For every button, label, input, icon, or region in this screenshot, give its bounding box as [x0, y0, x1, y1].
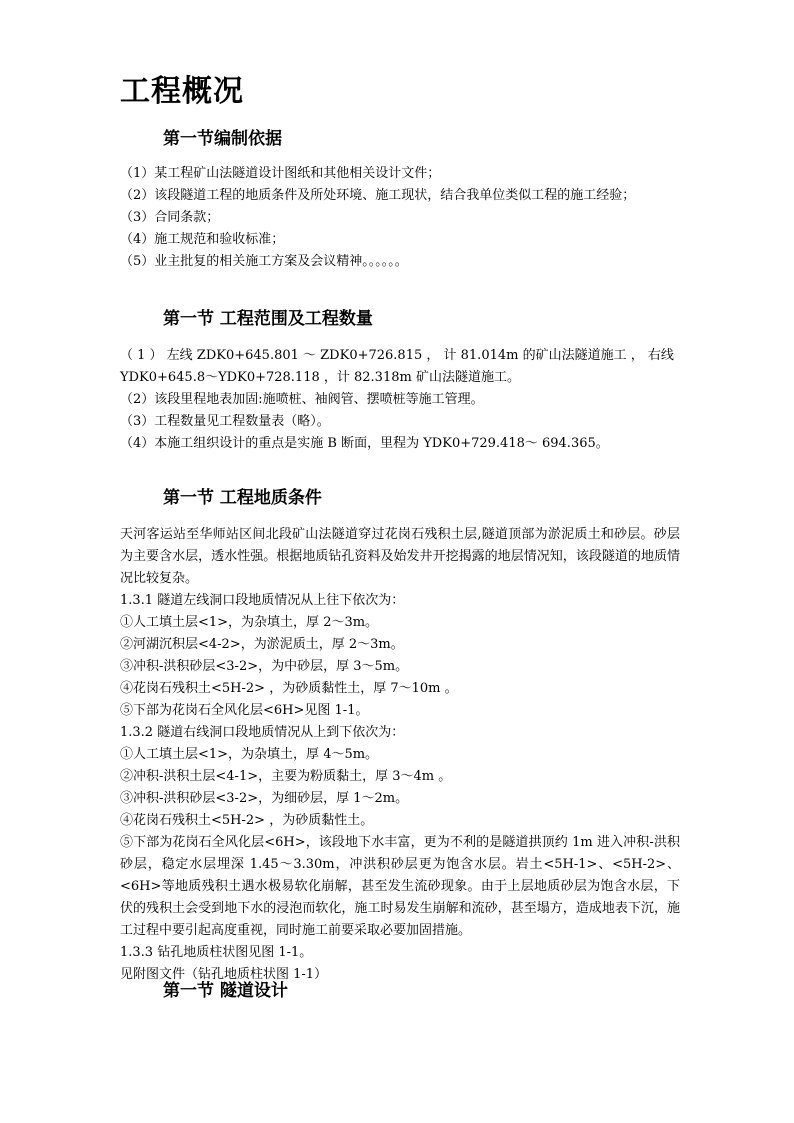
list-item: ④花岗石残积土<5H-2> ，为砂质黏性土，厚 7～10m 。	[120, 681, 458, 696]
geology-body	[120, 524, 680, 986]
section-heading-scope: 第一节 工程范围及工程数量	[163, 309, 373, 329]
section-heading-geology: 第一节 工程地质条件	[163, 488, 322, 508]
geology-intro-paragraph: 天河客运站至华师站区间北段矿山法隧道穿过花岗石残积土层,隧道顶部为淤泥质土和砂层。砂层为主要含水层，透水性强。根据地质钻孔资料及始发井开挖揭露的地层情况知，该段隧道的地质情况比较复杂。	[120, 527, 680, 586]
list-item: ④花岗石残积土<5H-2> ，为砂质黏性土。	[120, 813, 374, 828]
list-item: ②冲积-洪积土层<4-1>，主要为粉质黏土，厚 3～4m 。	[120, 769, 452, 784]
right-line-heading: 1.3.2 隧道右线洞口段地质情况从上到下依次为：	[120, 725, 405, 740]
list-item: ①人工填土层<1>，为杂填土，厚 4～5m。	[120, 747, 379, 762]
borehole-reference: 见附图文件（钻孔地质柱状图 1-1）	[120, 967, 328, 982]
list-item: （3）合同条款；	[120, 210, 220, 225]
scope-list	[120, 345, 680, 455]
list-item: （5）业主批复的相关施工方案及会议精神。。。。。。	[120, 254, 408, 269]
list-item: ③冲积-洪积砂层<3-2>，为细砂层，厚 1～2m。	[120, 791, 409, 806]
list-item: （1）某工程矿山法隧道设计图纸和其他相关设计文件；	[120, 166, 441, 181]
right-layer5-paragraph: ⑤下部为花岗石全风化层<6H>，该段地下水丰富，更为不利的是隧道拱顶约 1m 进入冲积-洪积砂层，稳定水层埋深 1.45～3.30m，冲洪积砂层更为饱含水层。岩土<5H-1>、<5H-2>、<6H>等地质残积土遇水极易软化崩解，甚至发生流砂现象。由于上层地质砂层为饱含水层，下伏的残积土会受到地下水的浸泡而软化，施工时易发生崩解和流砂，甚至塌方，造成地表下沉，施工过程中要引起高度重视，同时施工前要采取必要加固措施。	[120, 835, 680, 938]
list-item: ③冲积-洪积砂层<3-2>，为中砂层，厚 3～5m。	[120, 659, 409, 674]
list-item: ⑤下部为花岗石全风化层<6H>见图 1-1。	[120, 703, 369, 718]
section-heading-tunnel-design: 第一节 隧道设计	[163, 981, 288, 1001]
borehole-heading: 1.3.3 钻孔地质柱状图见图 1-1。	[120, 945, 313, 960]
document-title: 工程概况	[120, 74, 244, 109]
list-item: （3）工程数量见工程数量表（略）。	[120, 414, 330, 429]
list-item: （2）该段里程地表加固:施喷桩、袖阀管、摆喷桩等施工管理。	[120, 392, 484, 407]
list-item: ②河湖沉积层<4-2>，为淤泥质土，厚 2～3m。	[120, 637, 404, 652]
list-item: （4）本施工组织设计的重点是实施 B 断面，里程为 YDK0+729.418～ 694.365。	[120, 436, 609, 451]
section-heading-basis: 第一节编制依据	[163, 129, 282, 149]
basis-list	[120, 163, 680, 273]
list-item: （4）施工规范和验收标准；	[120, 232, 285, 247]
list-item: YDK0+645.8～YDK0+728.118 ，计 82.318m 矿山法隧道施工。	[120, 370, 520, 385]
left-line-heading: 1.3.1 隧道左线洞口段地质情况从上往下依次为：	[120, 593, 405, 608]
list-item: （2）该段隧道工程的地质条件及所处环境、施工现状，结合我单位类似工程的施工经验；	[120, 188, 636, 203]
list-item: ①人工填土层<1>，为杂填土，厚 2～3m。	[120, 615, 379, 630]
list-item: （ 1 ） 左线 ZDK0+645.801 ～ ZDK0+726.815 ， 计 81.014m 的矿山法隧道施工 ， 右线	[120, 348, 674, 363]
